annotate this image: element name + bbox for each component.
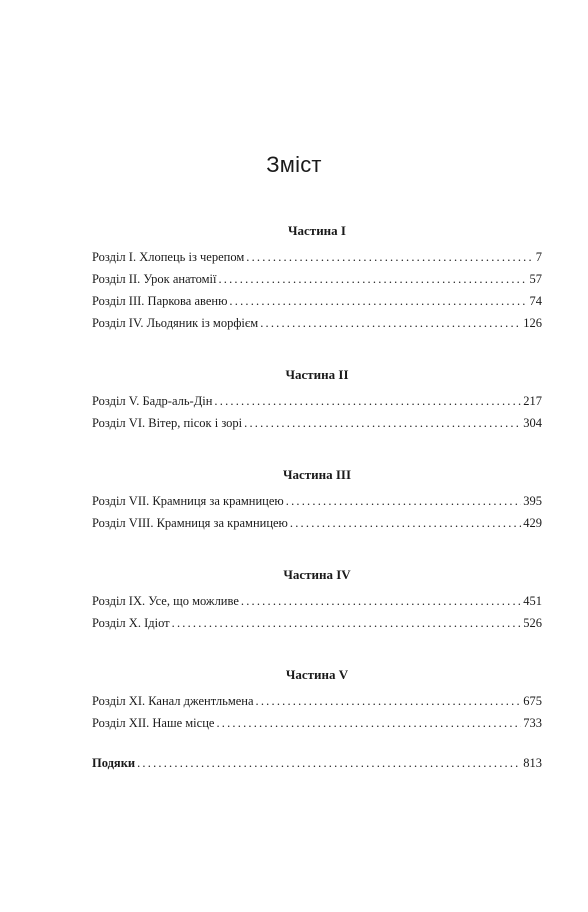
chapter-title: Розділ VIII. Крамниця за крамницею xyxy=(92,516,288,530)
toc-entry[interactable] xyxy=(92,412,542,434)
toc-entry[interactable] xyxy=(92,268,542,290)
page-number: 304 xyxy=(523,416,542,430)
chapter-title: Розділ XI. Канал джентльмена xyxy=(92,694,254,708)
dot-leader xyxy=(260,312,521,334)
spacer xyxy=(92,434,542,466)
page-number: 7 xyxy=(535,250,542,264)
acknowledgements-title: Подяки xyxy=(92,756,136,770)
part-5 xyxy=(92,666,542,734)
dot-leader xyxy=(216,712,521,734)
toc-entry[interactable] xyxy=(92,312,542,334)
chapter-title: Розділ IX. Усе, що можливе xyxy=(92,594,239,608)
chapter-title: Розділ I. Хлопець із черепом xyxy=(92,250,245,264)
page-number: 733 xyxy=(523,716,542,730)
chapter-title: Розділ III. Паркова авеню xyxy=(92,294,228,308)
part-heading: Частина III xyxy=(282,467,352,482)
toc-entry[interactable] xyxy=(92,690,542,712)
dot-leader xyxy=(241,590,521,612)
chapter-title: Розділ IV. Льодяник із морфієм xyxy=(92,316,259,330)
spacer xyxy=(92,634,542,666)
page-number: 126 xyxy=(523,316,542,330)
dot-leader xyxy=(246,246,533,268)
part-heading: Частина II xyxy=(285,367,349,382)
part-4 xyxy=(92,566,542,634)
toc-entry[interactable] xyxy=(92,590,542,612)
part-heading: Частина IV xyxy=(283,567,351,582)
page-number: 395 xyxy=(523,494,542,508)
toc-entry-acknowledgements[interactable] xyxy=(92,752,542,774)
chapter-title: Розділ VII. Крамниця за крамницею xyxy=(92,494,284,508)
spacer xyxy=(92,334,542,366)
page-number: 451 xyxy=(523,594,542,608)
dot-leader xyxy=(214,390,521,412)
toc-entry[interactable] xyxy=(92,712,542,734)
dot-leader xyxy=(172,612,522,634)
dot-leader xyxy=(229,290,527,312)
dot-leader xyxy=(290,512,521,534)
chapter-title: Розділ V. Бадр-аль-Дін xyxy=(92,394,213,408)
part-heading: Частина V xyxy=(285,667,349,682)
page-number: 217 xyxy=(523,394,542,408)
page-number: 526 xyxy=(523,616,542,630)
part-heading: Частина I xyxy=(288,223,346,238)
chapter-title: Розділ XII. Наше місце xyxy=(92,716,215,730)
toc-entry[interactable] xyxy=(92,612,542,634)
toc-entry[interactable] xyxy=(92,512,542,534)
page-number: 57 xyxy=(529,272,542,286)
page-number: 429 xyxy=(523,516,542,530)
spacer xyxy=(92,534,542,566)
spacer xyxy=(92,734,542,752)
page-title: Зміст xyxy=(266,152,322,177)
toc-entry[interactable] xyxy=(92,390,542,412)
part-3 xyxy=(92,466,542,534)
part-2 xyxy=(92,366,542,434)
dot-leader xyxy=(137,752,521,774)
dot-leader xyxy=(218,268,527,290)
chapter-title: Розділ VI. Вітер, пісок і зорі xyxy=(92,416,243,430)
chapter-title: Розділ X. Ідіот xyxy=(92,616,170,630)
dot-leader xyxy=(286,490,522,512)
toc-entry[interactable] xyxy=(92,246,542,268)
table-of-contents xyxy=(92,222,542,774)
dot-leader xyxy=(256,690,522,712)
page-number: 675 xyxy=(523,694,542,708)
dot-leader xyxy=(244,412,521,434)
toc-entry[interactable] xyxy=(92,490,542,512)
part-1 xyxy=(92,222,542,334)
page-number: 813 xyxy=(523,756,542,770)
page-number: 74 xyxy=(529,294,542,308)
chapter-title: Розділ II. Урок анатомії xyxy=(92,272,217,286)
toc-entry[interactable] xyxy=(92,290,542,312)
